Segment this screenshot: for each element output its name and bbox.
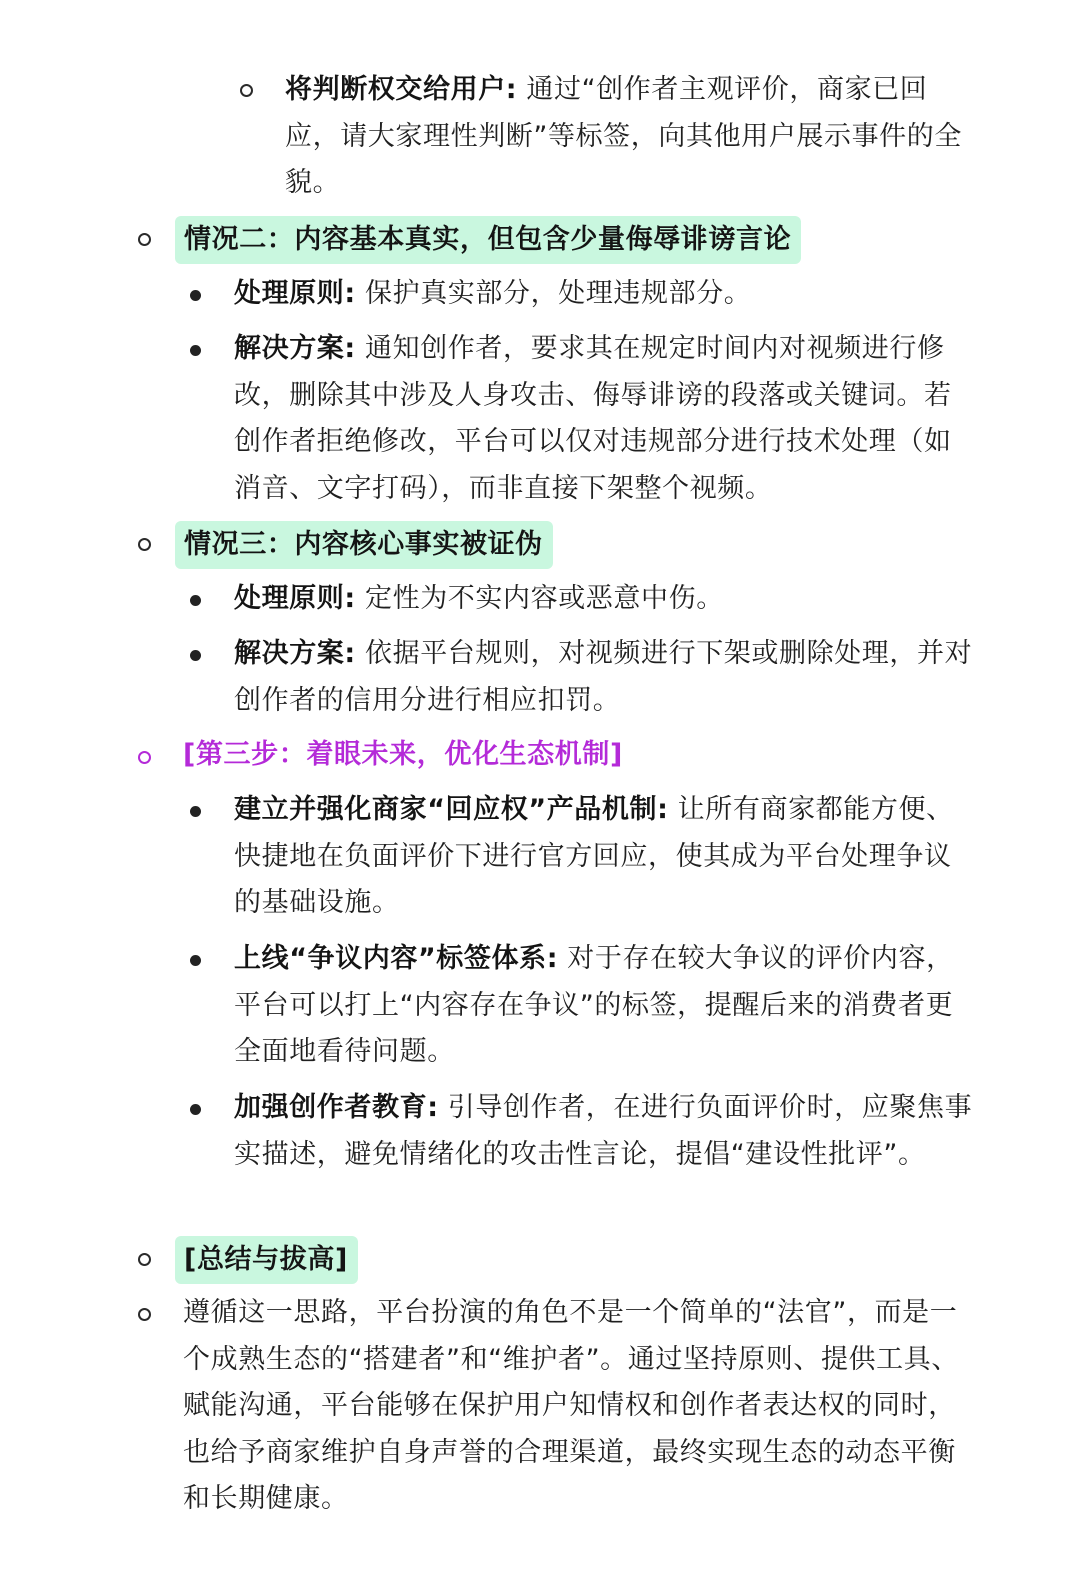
list-item — [285, 67, 975, 207]
circle-bullet-icon — [138, 751, 151, 764]
conclusion-paragraph: 遵循这一思路，平台扮演的角色不是一个简单的“法官”，而是一个成熟生态的“搭建者”和“维护者”。通过坚持原则、提供工具、赋能沟通，平台能够在保护用户知情权和创作者表达权的同时，也给予商家维护自身声誉的合理渠道，最终实现生态的动态平衡和长期健康。 — [183, 1297, 959, 1514]
list-item — [234, 936, 974, 1076]
circle-bullet-icon — [138, 538, 151, 551]
item-text: 让所有商家都能方便、快捷地在负面评价下进行官方回应，使其成为平台处理争议的基础设施。 — [234, 794, 954, 918]
circle-bullet-icon — [138, 1253, 151, 1266]
summary-heading: [总结与拔高] — [175, 1236, 358, 1284]
item-text: 依据平台规则，对视频进行下架或删除处理，并对创作者的信用分进行相应扣罚。 — [234, 638, 973, 716]
dot-bullet-icon — [190, 806, 201, 817]
list-item — [234, 576, 974, 623]
step-three-heading: [第三步：着眼未来，优化生态机制] — [183, 739, 623, 770]
list-item — [234, 271, 974, 318]
item-bold-label: 上线“争议内容”标签体系: — [234, 943, 559, 974]
item-bold-label: 解决方案: — [234, 638, 356, 669]
item-bold-label: 处理原则: — [234, 278, 356, 309]
dot-bullet-icon — [190, 955, 201, 966]
circle-bullet-icon — [240, 84, 253, 97]
item-text: 通知创作者，要求其在规定时间内对视频进行修改，删除其中涉及人身攻击、侮辱诽谤的段落或关键词。若创作者拒绝修改，平台可以仅对违规部分进行技术处理（如消音、文字打码），而非直接下架整个视频。 — [234, 333, 952, 504]
item-text: 定性为不实内容或恶意中伤。 — [355, 583, 724, 614]
item-bold-label: 解决方案: — [234, 333, 356, 364]
item-text: 通过“创作者主观评价，商家已回应，请大家理性判断”等标签，向其他用户展示事件的全貌。 — [285, 74, 962, 198]
dot-bullet-icon — [190, 595, 201, 606]
item-text: 引导创作者，在进行负面评价时，应聚焦事实描述，避免情绪化的攻击性言论，提倡“建设性批评”。 — [234, 1092, 973, 1170]
circle-bullet-icon — [138, 233, 151, 246]
list-item — [234, 1085, 974, 1178]
case-three-heading: 情况三：内容核心事实被证伪 — [175, 521, 553, 569]
list-item — [234, 326, 974, 512]
item-bold-label: 建立并强化商家“回应权”产品机制: — [234, 794, 669, 825]
dot-bullet-icon — [190, 345, 201, 356]
item-text: 保护真实部分，处理违规部分。 — [355, 278, 752, 309]
item-bold-label: 将判断权交给用户: — [285, 74, 518, 105]
dot-bullet-icon — [190, 650, 201, 661]
item-bold-label: 处理原则: — [234, 583, 356, 614]
case-two-heading: 情况二：内容基本真实，但包含少量侮辱诽谤言论 — [175, 216, 801, 264]
dot-bullet-icon — [190, 1104, 201, 1115]
dot-bullet-icon — [190, 290, 201, 301]
list-item — [234, 787, 974, 927]
circle-bullet-icon — [138, 1308, 151, 1321]
item-bold-label: 加强创作者教育: — [234, 1092, 439, 1123]
list-item — [234, 631, 974, 724]
item-text: 对于存在较大争议的评价内容，平台可以打上“内容存在争议”的标签，提醒后来的消费者更全面地看待问题。 — [234, 943, 954, 1067]
